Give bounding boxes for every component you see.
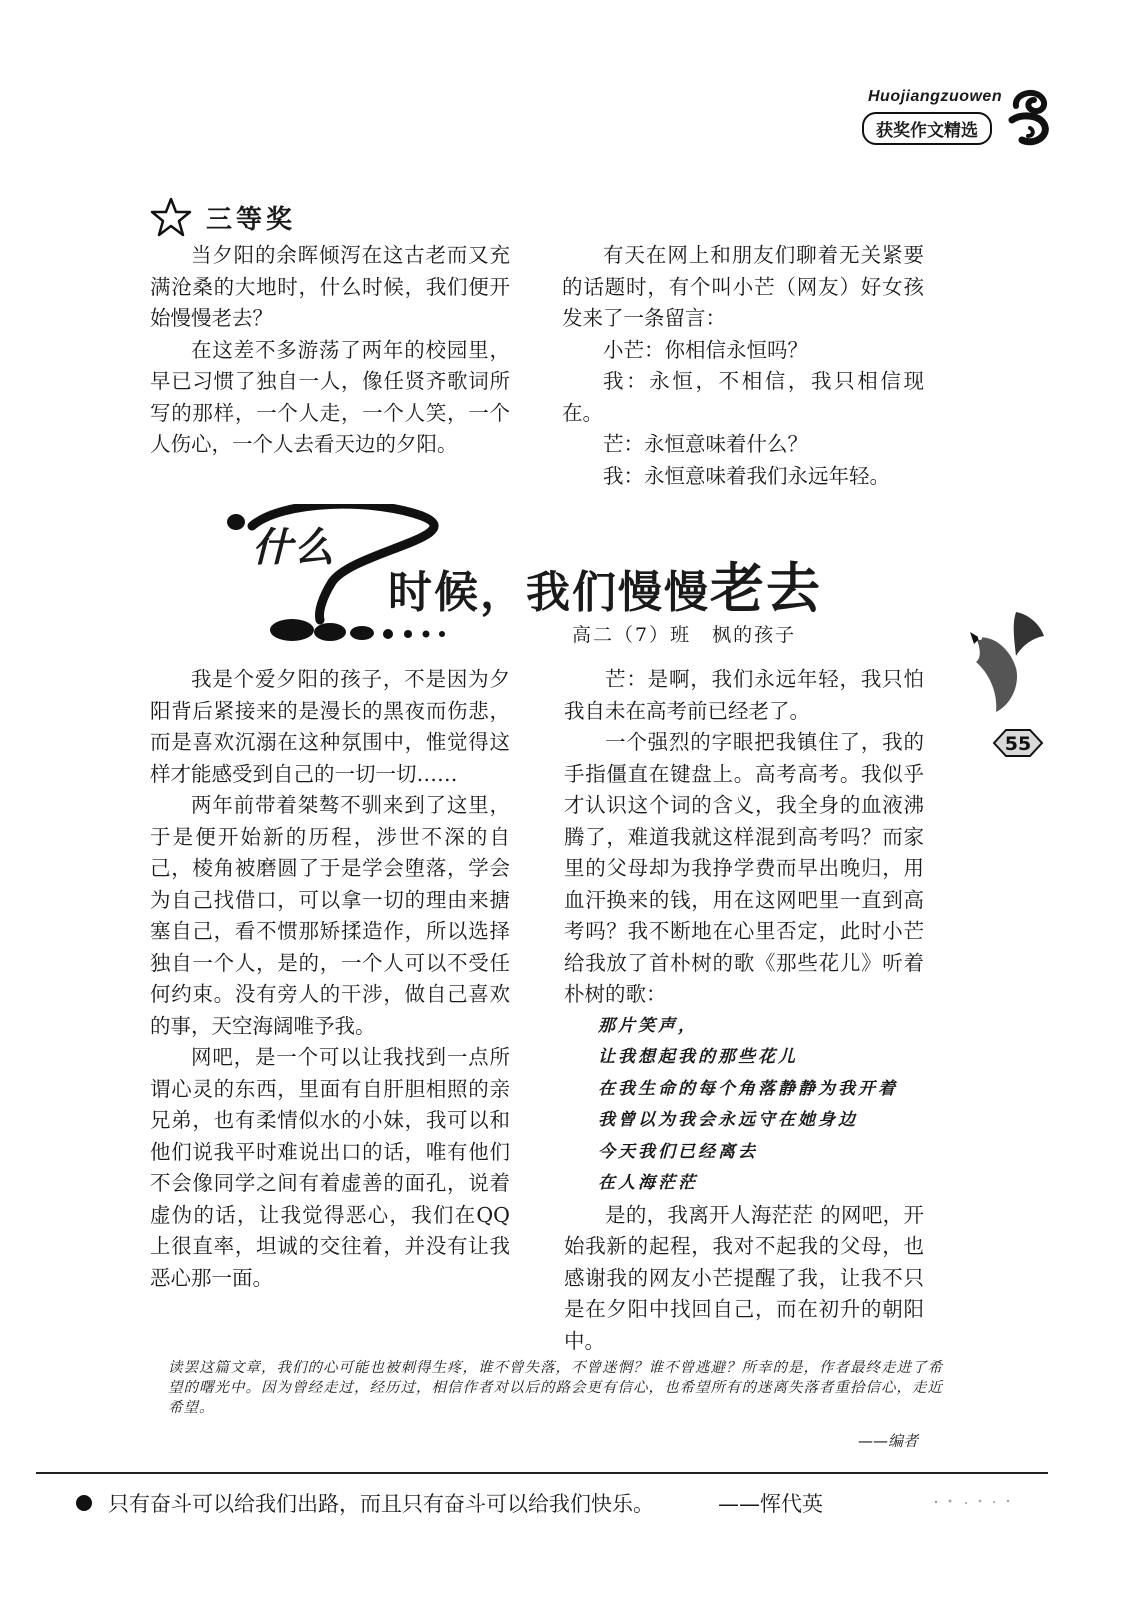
- dialogue-line: 我：永恒，不相信，我只相信现在。: [562, 369, 924, 425]
- paragraph: 芒：是啊，我们永远年轻，我只怕我自未在高考前已经老了。: [564, 667, 924, 723]
- page-number-badge: [992, 728, 1044, 758]
- dialogue-line: 芒：永恒意味着什么？: [603, 432, 808, 456]
- paragraph: 我是个爱夕阳的孩子，不是因为夕阳背后紧接来的是漫长的黑夜而伤悲，而是喜欢沉溺在这种氛围中，惟觉得这样才能感受到自己的一切一切……: [150, 667, 510, 786]
- title-part-2: 时候，我们慢慢: [388, 567, 710, 618]
- paragraph: 是的，我离开人海茫茫 的网吧，开始我新的起程，我对不起我的父母，也感谢我的网友小芒提醒了我，让我不只是在夕阳中找回自己，而在初升的朝阳中。: [564, 1202, 924, 1353]
- star-outline-icon: [150, 196, 192, 238]
- body-right-column: [564, 664, 924, 1357]
- bird-illustration-icon: [966, 608, 1046, 718]
- editor-signature: ——编者: [858, 1432, 919, 1450]
- song-lyrics: [564, 1011, 924, 1200]
- dialogue-line: 小芒：你相信永恒吗？: [603, 337, 808, 362]
- award-label: 三等奖: [206, 204, 297, 235]
- author-byline: 高二（7）班 枫的孩子: [572, 624, 797, 646]
- paragraph: 一个强烈的字眼把我镇住了，我的手指僵直在键盘上。高考高考。我似乎才认识这个词的含义，我全身的血液沸腾了，难道我就这样混到高考吗？而家里的父母却为我挣学费而早出晚归，用血汗换来的钱，用在这网吧里一直到高考吗？我不断地在心里否定，此时小芒给我放了首朴树的歌《那些花儿》听着朴树的歌：: [564, 730, 924, 1006]
- title-part-1: 什么: [252, 525, 336, 571]
- scan-noise-decoration: [928, 1496, 1028, 1508]
- footer-quote: [76, 1488, 823, 1518]
- dialogue-line: 我：永恒意味着我们永远年轻。: [603, 463, 890, 488]
- paragraph: 两年前带着桀骜不驯来到了这里，于是便开始新的历程，涉世不深的自己，棱角被磨圆了于是学会堕落，学会为自己找借口，可以拿一切的理由来搪塞自己，看不惯那矫揉造作，所以选择独自一个人，是的，一个人可以不受任何约束。没有旁人的干涉，做自己喜欢的事，天空海阔唯予我。: [150, 793, 510, 1038]
- swirl-logo-icon: [1004, 84, 1056, 150]
- quote-text: 只有奋斗可以给我们出路，而且只有奋斗可以给我们快乐。: [108, 1492, 654, 1516]
- page-number: 55: [1004, 733, 1032, 755]
- footer-divider: [36, 1472, 1048, 1474]
- paragraph: 在这差不多游荡了两年的校园里，早已习惯了独自一人，像任贤齐歌词所写的那样，一个人走，一个人笑，一个人伤心，一个人去看天边的夕阳。: [150, 337, 510, 456]
- award-heading: [150, 196, 296, 238]
- lyric-line: 今天我们已经离去: [598, 1141, 758, 1162]
- page-title: [388, 546, 822, 623]
- header-pinyin: Huojiangzuowen: [868, 88, 1003, 105]
- body-left-column: [150, 664, 510, 1294]
- title-part-3: 老去: [710, 557, 822, 620]
- editor-comment: 读罢这篇文章，我们的心可能也被刺得生疼，谁不曾失落，不曾迷惘？谁不曾逃避？所幸的是，作者最终走进了希望的曙光中。因为曾经走过，经历过，相信作者对以后的路会更有信心，也希望所有的迷离失落者重拾信心，走近希望。: [168, 1360, 943, 1416]
- intro-left-column: [150, 240, 510, 461]
- paragraph: 当夕阳的余晖倾泻在这古老而又充满沧桑的大地时，什么时候，我们便开始慢慢老去？: [150, 243, 510, 330]
- quote-author: ——恽代英: [718, 1492, 823, 1516]
- paragraph: 网吧，是一个可以让我找到一点所谓心灵的东西，里面有自肝胆相照的亲兄弟，也有柔情似水的小妹，我可以和他们说我平时难说出口的话，唯有他们不会像同学之间有着虚善的面孔，说着虚伪的话，让我觉得恶心，我们在QQ上很直率，坦诚的交往着，并没有让我恶心那一面。: [150, 1045, 510, 1290]
- lyric-line: 在人海茫茫: [598, 1173, 698, 1193]
- lyric-line: 在我生命的每个角落静静为我开着: [598, 1078, 898, 1099]
- intro-right-column: [562, 240, 924, 492]
- lyric-line: 那片笑声，: [598, 1015, 698, 1036]
- paragraph: 有天在网上和朋友们聊着无关紧要的话题时，有个叫小芒（网友）好女孩发来了一条留言：: [562, 243, 924, 330]
- bullet-dot-icon: [76, 1495, 92, 1511]
- lyric-line: 我曾以为我会永远守在她身边: [598, 1110, 858, 1130]
- lyric-line: 让我想起我的那些花儿: [598, 1047, 798, 1067]
- column-label: 获奖作文精选: [862, 112, 992, 145]
